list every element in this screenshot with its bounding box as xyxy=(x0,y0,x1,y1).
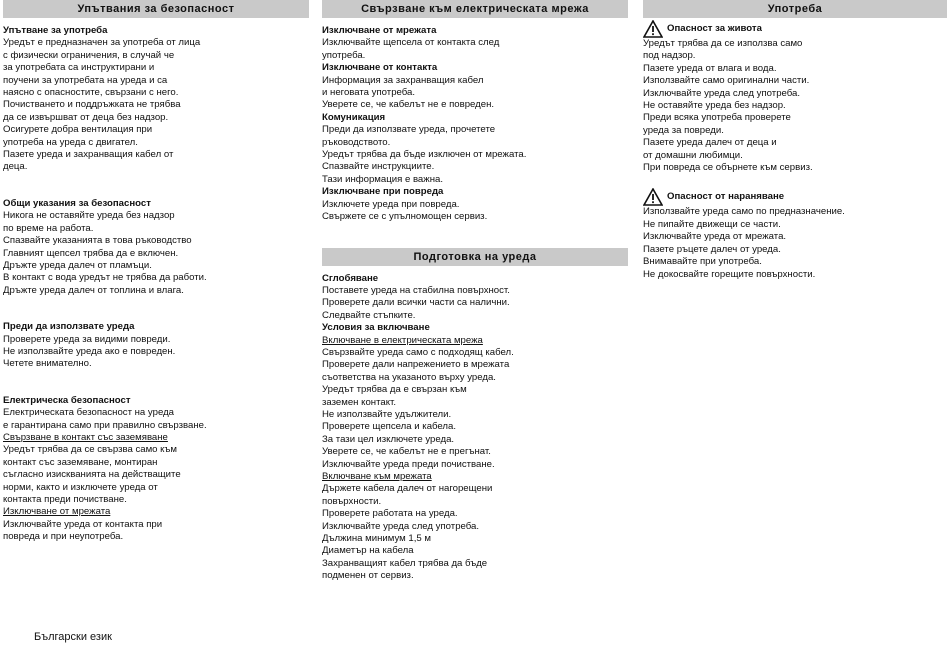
text-line: е гарантирана само при правилно свързване. xyxy=(3,419,207,431)
text-line: Захранващият кабел трябва да бъде xyxy=(322,557,488,569)
underlined-subheading: Свързване в контакт със заземяване xyxy=(3,431,168,443)
subsection-title: Условия за включване xyxy=(322,322,430,334)
warning-title: Опасност от нараняване xyxy=(667,191,785,203)
subsection-title: Преди да използвате уреда xyxy=(3,321,135,333)
text-block xyxy=(643,38,947,174)
text-line: Електрическата безопасност на уреда xyxy=(3,407,175,419)
underlined-subheading: Включване в електрическата мрежа xyxy=(322,334,483,346)
text-block xyxy=(322,199,628,224)
subsection-title: Електрическа безопасност xyxy=(3,394,131,406)
text-line: За тази цел изключете уреда. xyxy=(322,433,455,445)
text-line: Следвайте стъпките. xyxy=(322,309,416,321)
text-line: Пазете уреда и захранващия кабел от xyxy=(3,149,174,161)
text-line: Уредът трябва да е свързан към xyxy=(322,384,467,396)
text-line: Проверете дали напрежението в мрежата xyxy=(322,359,510,371)
text-line: по време на работа. xyxy=(3,222,94,234)
text-block xyxy=(3,407,309,432)
text-line: норми, както и изключете уреда от xyxy=(3,481,158,493)
text-line: от домашни любимци. xyxy=(643,149,743,161)
text-line: Пазете ръцете далеч от уреда. xyxy=(643,243,781,255)
text-block xyxy=(322,285,628,322)
text-line: Почистването и поддръжката не трябва xyxy=(3,99,181,111)
text-line: съгласно изискванията на действащите xyxy=(3,469,181,481)
text-line: Никога не оставяйте уреда без надзор xyxy=(3,210,175,222)
text-line: В контакт с вода уредът не трябва да работи. xyxy=(3,272,207,284)
text-line: Не оставяйте уреда без надзор. xyxy=(643,100,786,112)
text-line: Дължина минимум 1,5 м xyxy=(322,533,432,545)
text-line: Уверете се, че кабелът не е прегънат. xyxy=(322,446,491,458)
text-line: Четете внимателно. xyxy=(3,358,92,370)
underlined-subheading: Изключване от мрежата xyxy=(3,506,111,518)
text-line: Преди да използвате уреда, прочетете xyxy=(322,124,496,136)
text-line: Изключвайте уреда преди почистване. xyxy=(322,458,495,470)
subsection-title: Изключване при повреда xyxy=(322,186,444,198)
text-line: Свържете се с упълномощен сервиз. xyxy=(322,211,488,223)
text-line: Не пипайте движещи се части. xyxy=(643,218,781,230)
text-line: Уредът трябва да се свързва само към xyxy=(3,444,177,456)
text-line: Уверете се, че кабелът не е повреден. xyxy=(322,99,495,111)
text-line: Не използвайте уреда ако е повреден. xyxy=(3,345,176,357)
text-line: Проверете работата на уреда. xyxy=(322,508,458,520)
text-line: наясно с опасностите, свързани с него. xyxy=(3,87,179,99)
subsection-title: Комуникация xyxy=(322,111,386,123)
text-line: подменен от сервиз. xyxy=(322,570,414,582)
text-line: Осигурете добра вентилация при xyxy=(3,124,153,136)
warning-triangle-icon xyxy=(643,20,663,38)
text-line: Изключвайте уреда от мрежата. xyxy=(643,231,787,243)
warning-triangle-icon xyxy=(643,188,663,206)
text-line: съответства на указаното върху уреда. xyxy=(322,371,496,383)
text-block xyxy=(3,37,309,173)
text-line: Изключвайте щепсела от контакта след xyxy=(322,37,500,49)
text-line: Проверете дали всички части са налични. xyxy=(322,297,510,309)
section-header: Употреба xyxy=(643,0,947,18)
column-2 xyxy=(322,0,628,583)
text-line: Уредът е предназначен за употреба от лица xyxy=(3,37,201,49)
text-line: Спазвайте инструкциите. xyxy=(322,161,435,173)
text-block xyxy=(3,519,309,544)
text-line: Проверете щепсела и кабела. xyxy=(322,421,457,433)
text-block xyxy=(3,444,309,506)
text-line: под надзор. xyxy=(643,50,696,62)
text-line: Не докосвайте горещите повърхности. xyxy=(643,268,816,280)
text-line: употреба. xyxy=(322,49,366,61)
text-line: Уредът трябва да бъде изключен от мрежата. xyxy=(322,149,527,161)
text-block xyxy=(643,206,947,280)
subsection-title: Изключване от контакта xyxy=(322,62,438,74)
text-line: Дръжте уреда далеч от топлина и влага. xyxy=(3,284,184,296)
warning-heading xyxy=(643,188,947,206)
text-line: с физически ограничения, в случай че xyxy=(3,49,175,61)
text-line: Изключвайте уреда след употреба. xyxy=(643,87,801,99)
text-line: Свързвайте уреда само с подходящ кабел. xyxy=(322,346,514,358)
text-block xyxy=(322,75,628,112)
section-header: Подготовка на уреда xyxy=(322,248,628,266)
text-line: употреба на уреда с двигател. xyxy=(3,136,138,148)
text-line: Проверете уреда за видими повреди. xyxy=(3,333,171,345)
text-line: заземен контакт. xyxy=(322,396,397,408)
text-line: Диаметър на кабела xyxy=(322,545,414,557)
text-line: повреда и при неупотреба. xyxy=(3,531,124,543)
text-line: Пазете уреда далеч от деца и xyxy=(643,137,777,149)
text-line: Изключвайте уреда от контакта при xyxy=(3,518,163,530)
text-line: При повреда се обърнете към сервиз. xyxy=(643,162,813,174)
text-line: контакт със заземяване, монтиран xyxy=(3,456,158,468)
text-line: Поставете уреда на стабилна повърхност. xyxy=(322,284,510,296)
text-line: Използвайте уреда само по предназначение. xyxy=(643,206,845,218)
text-line: деца. xyxy=(3,161,28,173)
text-line: Изключете уреда при повреда. xyxy=(322,198,460,210)
text-line: уреда за повреди. xyxy=(643,124,724,136)
text-block xyxy=(322,124,628,186)
subsection-title: Сглобяване xyxy=(322,272,379,284)
subsection-title: Изключване от мрежата xyxy=(322,25,437,36)
text-line: Не използвайте удължители. xyxy=(322,408,452,420)
section-header: Свързване към електрическата мрежа xyxy=(322,0,628,18)
text-line: Използвайте само оригинални части. xyxy=(643,75,810,87)
text-line: и неговата употреба. xyxy=(322,87,416,99)
text-line: Информация за захранващия кабел xyxy=(322,74,484,86)
text-line: за употребата са инструктирани и xyxy=(3,62,155,74)
subsection-title: Упътване за употреба xyxy=(3,25,108,36)
subsection-title: Общи указания за безопасност xyxy=(3,197,151,209)
text-block xyxy=(322,37,628,62)
text-line: Изключвайте уреда след употреба. xyxy=(322,520,480,532)
text-line: Държете кабела далеч от нагорещени xyxy=(322,483,493,495)
column-3 xyxy=(643,0,947,281)
column-1 xyxy=(3,0,309,544)
text-block xyxy=(322,483,628,582)
text-line: ръководството. xyxy=(322,136,391,148)
text-line: да се извършват от деца без надзор. xyxy=(3,111,169,123)
text-block xyxy=(3,334,309,371)
text-line: Внимавайте при употреба. xyxy=(643,256,762,268)
text-line: Тази информация е важна. xyxy=(322,173,443,185)
text-line: Пазете уреда от влага и вода. xyxy=(643,62,777,74)
text-line: Спазвайте указанията в това ръководство xyxy=(3,235,192,247)
text-block xyxy=(3,210,309,297)
page-footer-language: Български език xyxy=(34,631,112,643)
text-line: повърхности. xyxy=(322,495,382,507)
warning-title: Опасност за живота xyxy=(667,22,762,34)
text-line: Уредът трябва да се използва само xyxy=(643,38,803,49)
text-block xyxy=(322,347,628,471)
text-line: Дръжте уреда далеч от пламъци. xyxy=(3,259,152,271)
text-line: поучени за употребата на уреда и са xyxy=(3,74,168,86)
warning-heading xyxy=(643,20,947,38)
text-line: Главният щепсел трябва да е включен. xyxy=(3,247,179,259)
section-header: Упътвания за безопасност xyxy=(3,0,309,18)
underlined-subheading: Включване към мрежата xyxy=(322,471,432,482)
text-line: Преди всяка употреба проверете xyxy=(643,112,791,124)
text-line: контакта преди почистване. xyxy=(3,494,127,505)
